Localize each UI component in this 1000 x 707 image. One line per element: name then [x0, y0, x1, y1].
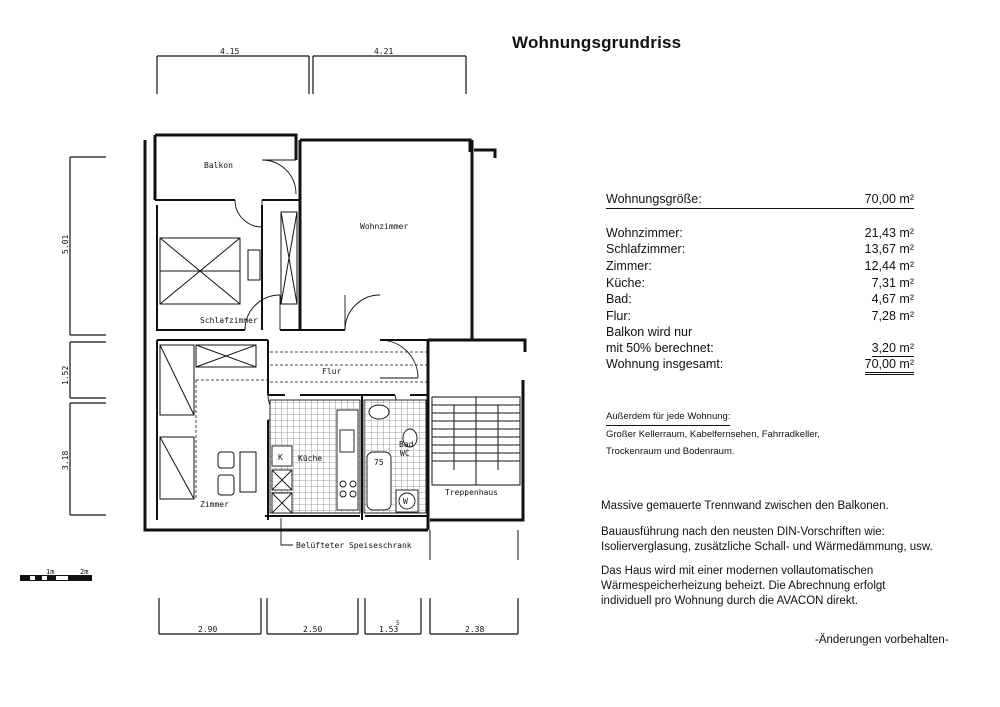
- scale-label-1m: 1m: [46, 568, 55, 576]
- room-label-treppenhaus: Treppenhaus: [445, 488, 498, 497]
- room-row: [606, 292, 914, 308]
- page-title: Wohnungsgrundriss: [512, 33, 682, 52]
- dim-left-bottom: 3.18: [61, 450, 70, 470]
- room-name: Wohnzimmer:: [606, 226, 683, 240]
- room-area: 7,28 m²: [871, 309, 914, 323]
- note-wall-text: Massive gemauerte Trennwand zwischen den Balkonen.: [601, 500, 889, 512]
- room-name: Flur:: [606, 309, 631, 323]
- room-row: [606, 226, 914, 242]
- dim-bottom-1: 2.90: [198, 625, 218, 634]
- bathroom-area: [364, 400, 426, 513]
- room-row: [606, 242, 914, 258]
- note-wall: [601, 499, 889, 514]
- dim-bottom-3-sup: 5: [396, 620, 400, 627]
- dim-left-top: 5.01: [61, 234, 70, 254]
- washer-label: W: [403, 497, 408, 506]
- dim-top-left: 4.15: [220, 47, 240, 56]
- balcony-row: [606, 341, 914, 357]
- dim-top-right: 4.21: [374, 47, 394, 56]
- dim-bottom-4: 2.38: [465, 625, 485, 634]
- note-reserved: [815, 633, 949, 648]
- room-name: Küche:: [606, 276, 645, 290]
- note-din-line2: Isolierverglasung, zusätzliche Schall- und Wärmedämmung, usw.: [601, 541, 933, 553]
- balcony-value: 3,20 m²: [871, 341, 914, 355]
- dim-bottom-3: 1.53: [379, 625, 399, 634]
- room-label-wohnzimmer: Wohnzimmer: [360, 222, 409, 231]
- extras-block: [606, 408, 820, 460]
- kitchen-k-label: K: [278, 453, 283, 462]
- top-dimension-lines: [157, 56, 466, 94]
- lower-wall-marks: [430, 530, 518, 560]
- room-name: Zimmer:: [606, 259, 652, 273]
- room-label-zimmer: Zimmer: [200, 500, 229, 509]
- room-label-wc: WC: [400, 449, 410, 458]
- size-label: Wohnungsgröße:: [606, 192, 702, 206]
- room-label-balkon: Balkon: [204, 161, 233, 170]
- size-value: 70,00 m²: [864, 192, 914, 206]
- label-speiseschrank: Belüfteter Speiseschrank: [296, 541, 412, 550]
- extras-line1: Großer Kellerraum, Kabelfernsehen, Fahrradkeller,: [606, 429, 820, 440]
- note-heating: [601, 564, 885, 609]
- zimmer-furniture: [160, 345, 256, 499]
- room-label-flur: Flur: [322, 367, 342, 376]
- balcony-note-line1: Balkon wird nur: [606, 325, 693, 339]
- dim-bottom-2: 2.50: [303, 625, 323, 634]
- balcony-note-line2: mit 50% berechnet:: [606, 341, 714, 355]
- note-din: [601, 525, 933, 555]
- left-dimension-lines: [70, 157, 106, 515]
- room-label-bad: Bad: [399, 440, 414, 449]
- room-area: 21,43 m²: [864, 226, 914, 240]
- room-name: Bad:: [606, 292, 632, 306]
- note-reserved-text: -Änderungen vorbehalten-: [815, 634, 949, 646]
- room-row: [606, 259, 914, 275]
- room-row: [606, 309, 914, 325]
- room-label-schlafzimmer: Schlafzimmer: [200, 316, 258, 325]
- size-row: [606, 192, 914, 209]
- bedroom-furniture: [160, 212, 297, 304]
- room-name: Schlafzimmer:: [606, 242, 686, 256]
- note-heating-line3: individuell pro Wohnung durch die AVACON direkt.: [601, 595, 858, 607]
- note-din-line1: Bauausführung nach den neusten DIN-Vorschriften wie:: [601, 526, 885, 538]
- total-label: Wohnung insgesamt:: [606, 357, 724, 371]
- note-heating-line1: Das Haus wird mit einer modernen vollautomatischen: [601, 565, 874, 577]
- note-heating-line2: Wärmespeicherheizung beheizt. Die Abrechnung erfolgt: [601, 580, 886, 592]
- total-value: 70,00 m²: [865, 357, 914, 375]
- room-area: 13,67 m²: [864, 242, 914, 256]
- room-area: 7,31 m²: [871, 276, 914, 290]
- total-row: [606, 357, 914, 373]
- bathtub-length: 75: [374, 458, 384, 467]
- room-label-kueche: Küche: [298, 454, 323, 463]
- room-area: 12,44 m²: [864, 259, 914, 273]
- scale-label-2m: 2m: [80, 568, 89, 576]
- balcony-note-row: [606, 325, 914, 341]
- room-area: 4,67 m²: [871, 292, 914, 306]
- dim-left-mid: 1.52: [61, 365, 70, 385]
- extras-heading: Außerdem für jede Wohnung:: [606, 408, 730, 426]
- room-row: [606, 276, 914, 292]
- staircase: [432, 397, 520, 485]
- extras-line2: Trockenraum und Bodenraum.: [606, 446, 735, 457]
